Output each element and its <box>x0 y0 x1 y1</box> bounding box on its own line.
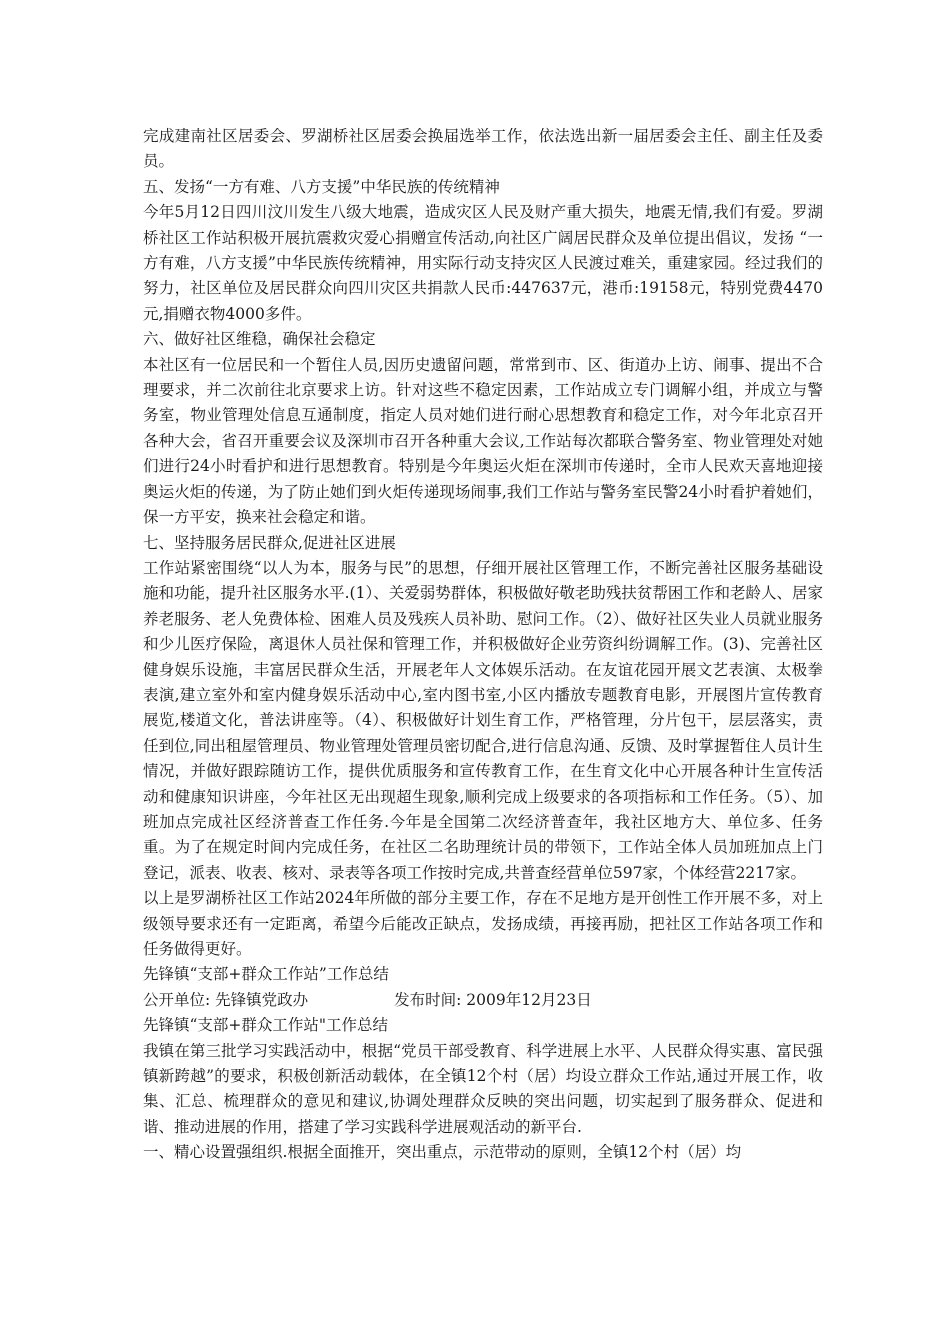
publish-time: 发布时间: 2009年12月23日 <box>394 990 592 1009</box>
paragraph-stability: 本社区有一位居民和一个暂住人员,因历史遗留问题，常常到市、区、街道办上访、闹事、提出不合理要求，并二次前往北京要求上访。针对这些不稳定因素，工作站成立专门调解小组，并成立与警务室，物业管理处信息互通制度，指定人员对她们进行耐心思想教育和稳定工作，对今年北京召开各种大会，省召开重要会议及深圳市召开各种重大会议,工作站每次都联合警务室、物业管理处对她们进行24小时看护和进行思想教育。特别是今年奥运火炬在深圳市传递时，全市人民欢天喜地迎接奥运火炬的传递，为了防止她们到火炬传递现场闹事,我们工作站与警务室民警24小时看护着她们，保一方平安，换来社会稳定和谐。 <box>143 355 823 527</box>
second-article-title: 先锋镇“支部+群众工作站”工作总结 <box>143 965 389 984</box>
publisher-unit: 公开单位: 先锋镇党政办 <box>143 990 309 1009</box>
paragraph-earthquake-relief: 今年5月12日四川汶川发生八级大地震，造成灾区人民及财产重大损失，地震无情,我们有爱。罗湖桥社区工作站积极开展抗震救灾爱心捐赠宣传活动,向社区广阔居民群众及单位提出倡议，发扬 “一方有难，八方支援”中华民族传统精神，用实际行动支持灾区人民渡过难关，重建家园。经过我们的努力，社区单位及居民群众向四川灾区共捐款人民币:447637元，港币:19158元，特别党费4470元,捐赠衣物4000多件。 <box>143 203 823 323</box>
paragraph-work-stations: 我镇在第三批学习实践活动中，根据“党员干部受教育、科学进展上水平、人民群众得实惠、富民强镇新跨越”的要求，积极创新活动载体，在全镇12个村（居）均设立群众工作站,通过开展工作，收集、汇总、梳理群众的意见和建议,协调处理群众反映的突出问题，切实起到了服务群众、促进和谐、推动进展的作用，搭建了学习实践科学进展观活动的新平台. <box>143 1041 823 1136</box>
publication-meta <box>143 988 823 1013</box>
document-page <box>143 124 823 1166</box>
paragraph-election: 完成建南社区居委会、罗湖桥社区居委会换届选举工作，依法选出新一届居委会主任、副主任及委员。 <box>143 127 823 171</box>
section-heading-7: 七、坚持服务居民群众,促进社区进展 <box>143 533 396 552</box>
section-heading-6: 六、做好社区维稳，确保社会稳定 <box>143 330 376 349</box>
second-article-subtitle: 先锋镇“支部+群众工作站"工作总结 <box>143 1016 389 1035</box>
section-heading-5: 五、发扬“一方有难、八方支援”中华民族的传统精神 <box>143 177 500 196</box>
paragraph-conclusion: 以上是罗湖桥社区工作站2024年所做的部分主要工作，存在不足地方是开创性工作开展不多，对上级领导要求还有一定距离，希望今后能改正缺点，发扬成绩，再接再励，把社区工作站各项工作和任务做得更好。 <box>143 889 823 958</box>
paragraph-services: 工作站紧密围绕“以人为本，服务与民”的思想，仔细开展社区管理工作，不断完善社区服务基础设施和功能，提升社区服务水平.(1）、关爱弱势群体，积极做好敬老助残扶贫帮困工作和老龄人、居家养老服务、老人免费体检、困难人员及残疾人员补助、慰问工作。（2）、做好社区失业人员就业服务和少儿医疗保险，离退休人员社保和管理工作，并积极做好企业劳资纠纷调解工作。(3)、完善社区健身娱乐设施，丰富居民群众生活，开展老年人文体娱乐活动。在友谊花园开展文艺表演、太极拳表演,建立室外和室内健身娱乐活动中心,室内图书室,小区内播放专题教育电影，开展图片宣传教育展览,楼道文化，普法讲座等。（4）、积极做好计划生育工作，严格管理，分片包干，层层落实，责任到位,同出租屋管理员、物业管理处管理员密切配合,进行信息沟通、反馈、及时掌握暂住人员计生情况，并做好跟踪随访工作，提供优质服务和宣传教育工作，在生育文化中心开展各种计生宣传活动和健康知识讲座，今年社区无出现超生现象,顺利完成上级要求的各项指标和工作任务。（5）、加班加点完成社区经济普查工作任务.今年是全国第二次经济普查年，我社区地方大、单位多、任务重。为了在规定时间内完成任务，在社区二名助理统计员的带领下，工作站全体人员加班加点上门登记，派表、收表、核对、录表等各项工作按时完成,共普查经营单位597家，个体经营2217家。 <box>143 558 823 882</box>
paragraph-organization: 一、精心设置强组织.根据全面推开，突出重点，示范带动的原则，全镇12个村（居）均 <box>143 1143 742 1162</box>
